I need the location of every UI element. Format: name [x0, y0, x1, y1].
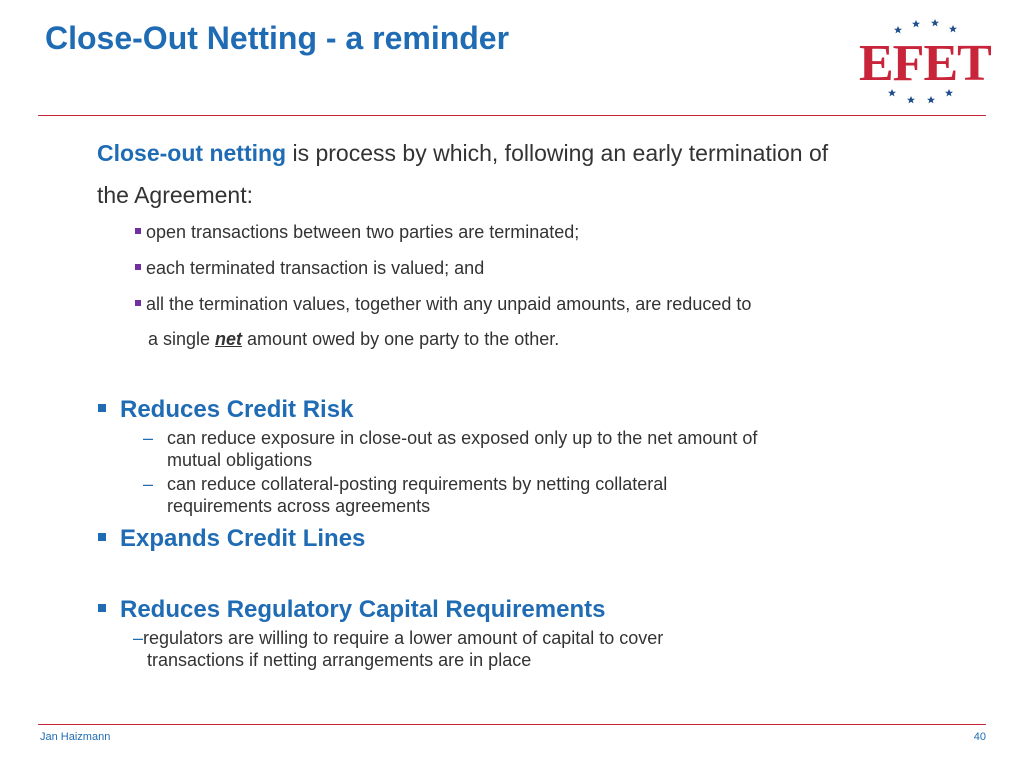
square-bullet-icon	[135, 228, 141, 234]
dash-point	[143, 427, 943, 471]
intro-bold-term: Close-out netting	[97, 140, 287, 166]
bullet-reduces-regulatory-capital	[98, 596, 605, 624]
bullet-heading: Reduces Regulatory Capital Requirements	[120, 596, 606, 623]
net-emphasis: net	[215, 329, 243, 349]
dash-glyph: –	[143, 428, 154, 448]
sub-item-text: all the termination values, together with any unpaid amounts, are reduced to	[146, 294, 752, 314]
square-bullet-icon	[135, 300, 141, 306]
dash-point-text-cont: transactions if netting arrangements are in place	[147, 650, 532, 670]
dash-point-text: can reduce collateral-posting requirements by netting collateral	[167, 474, 668, 494]
sub-item-text: each terminated transaction is valued; and	[146, 258, 485, 278]
intro-paragraph	[97, 132, 857, 216]
sub-item-text: open transactions between two parties are terminated;	[146, 222, 580, 242]
square-bullet-icon	[98, 604, 106, 612]
slide-title: Close-Out Netting - a reminder	[45, 20, 510, 56]
dash-glyph: –	[143, 474, 154, 494]
footer-divider	[38, 724, 986, 725]
intro-rest: is process by which, following an early termination of the Agreement:	[97, 140, 829, 208]
square-bullet-icon	[98, 533, 106, 541]
footer-author: Jan Haizmann	[40, 731, 111, 743]
square-bullet-icon	[98, 404, 106, 412]
bullet-reduces-credit-risk	[98, 396, 353, 424]
sub-item	[135, 294, 935, 350]
bullet-heading: Reduces Credit Risk	[120, 396, 354, 423]
dash-glyph: –	[133, 628, 144, 648]
sub-item	[135, 258, 935, 279]
sub-item-continuation: a single net amount owed by one party to the other.	[148, 329, 560, 349]
dash-point	[133, 627, 933, 671]
bullet-expands-credit-lines	[98, 525, 365, 553]
bullet-heading: Expands Credit Lines	[120, 525, 366, 552]
dash-point-text-cont: mutual obligations	[167, 450, 313, 470]
square-bullet-icon	[135, 264, 141, 270]
efet-logo	[855, 12, 990, 112]
dash-point-text-cont: requirements across agreements	[167, 496, 431, 516]
dash-point-text: regulators are willing to require a lower amount of capital to cover	[143, 628, 664, 648]
page-number: 40	[973, 731, 986, 743]
dash-point	[143, 473, 943, 517]
logo-text: EFET	[859, 35, 991, 92]
dash-point-text: can reduce exposure in close-out as exposed only up to the net amount of	[167, 428, 758, 448]
sub-item	[135, 222, 935, 243]
header-divider	[38, 115, 986, 116]
